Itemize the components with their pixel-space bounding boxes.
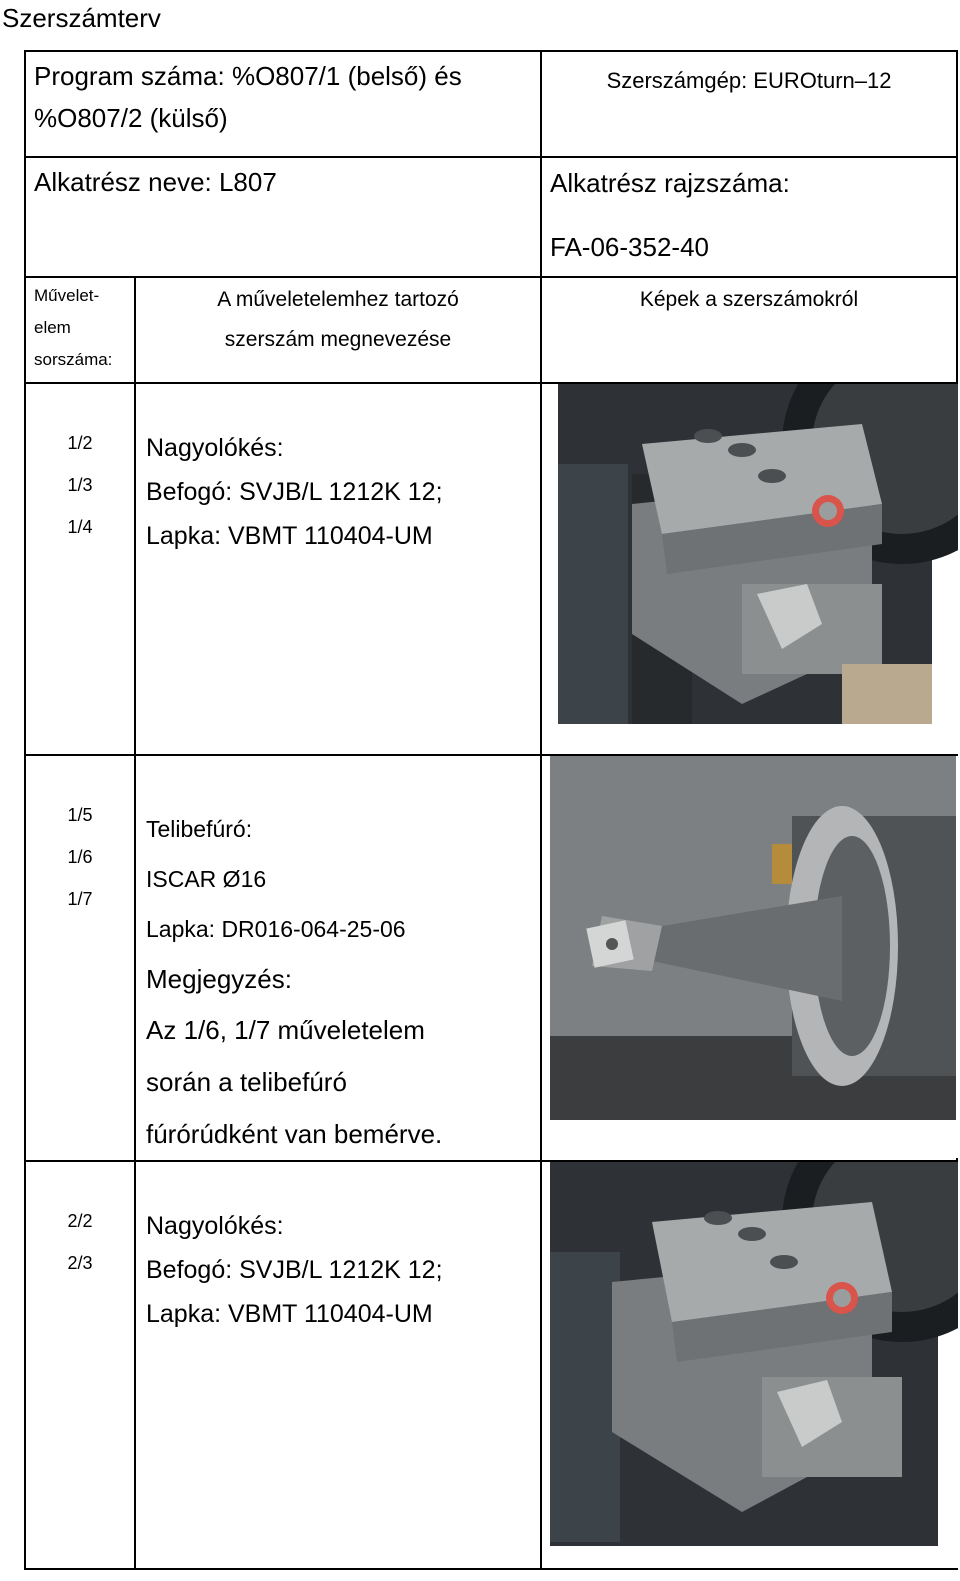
op-number: 1/7 [67,889,93,909]
tool-desc-cell [135,755,541,1161]
column-header-row [25,277,957,383]
machine-cell [541,51,957,157]
turning-tool-holder-photo [542,1162,958,1568]
tool-desc-line: Telibefúró: [146,816,253,842]
tool-desc-cell [135,383,541,755]
tool-desc-cell [135,1161,541,1569]
program-line-1: Program száma: %O807/1 (belső) és [34,61,462,91]
images-header-cell [541,277,957,383]
tool-row [25,755,957,1161]
drill-tool-photo [542,756,958,1158]
header-row-part [25,157,957,277]
tool-header-line-1: A műveletelemhez tartozó [217,288,459,311]
op-number: 1/5 [67,805,93,825]
photo-cell [541,755,957,1161]
op-header-line-1: Művelet- [34,286,100,305]
tool-desc-line: Nagyolókés: [146,1212,284,1240]
photo-cell [541,383,957,755]
tool-header-cell [135,277,541,383]
tool-desc-line: során a telibefúró [146,1067,347,1097]
op-header-line-2: elem [34,318,71,337]
op-number: 1/4 [67,517,93,537]
part-name-cell [25,157,541,277]
drawing-label: Alkatrész rajzszáma: [550,168,790,198]
drawing-number: FA-06-352-40 [550,232,709,262]
op-cell [25,755,135,1161]
tool-plan-table [24,50,958,1570]
op-header-cell [25,277,135,383]
images-header: Képek a szerszámokról [639,288,859,311]
tool-desc-line: Az 1/6, 1/7 műveletelem [146,1015,425,1045]
tool-desc-line: Lapka: VBMT 110404-UM [146,1300,433,1328]
document-title: Szerszámterv [2,3,161,33]
tool-desc-line: ISCAR Ø16 [146,866,267,892]
tool-desc-line: Befogó: SVJB/L 1212K 12; [146,1256,443,1284]
drawing-cell [541,157,957,277]
op-number: 1/2 [67,433,93,453]
tool-desc-line: Lapka: DR016-064-25-06 [146,916,406,942]
tool-header-line-2: szerszám megnevezése [224,328,452,351]
tool-desc-line: Befogó: SVJB/L 1212K 12; [146,478,443,506]
tool-desc-line: Megjegyzés: [146,964,292,994]
op-cell [25,1161,135,1569]
tool-desc-line: Nagyolókés: [146,434,284,462]
header-row-program [25,51,957,157]
op-cell [25,383,135,755]
op-header-line-3: sorszáma: [34,350,113,369]
machine-label: Szerszámgép: EUROturn–12 [606,68,892,93]
program-cell [25,51,541,157]
photo-cell [541,1161,957,1569]
op-number: 2/2 [67,1211,93,1231]
turning-tool-holder-photo [542,384,958,754]
program-line-2: %O807/2 (külső) [34,103,228,133]
tool-row [25,1161,957,1569]
op-number: 1/3 [67,475,93,495]
op-number: 1/6 [67,847,93,867]
tool-row [25,383,957,755]
part-name: Alkatrész neve: L807 [34,167,277,197]
tool-desc-line: Lapka: VBMT 110404-UM [146,522,433,550]
op-number: 2/3 [67,1253,93,1273]
tool-desc-line: fúrórúdként van bemérve. [146,1119,443,1149]
